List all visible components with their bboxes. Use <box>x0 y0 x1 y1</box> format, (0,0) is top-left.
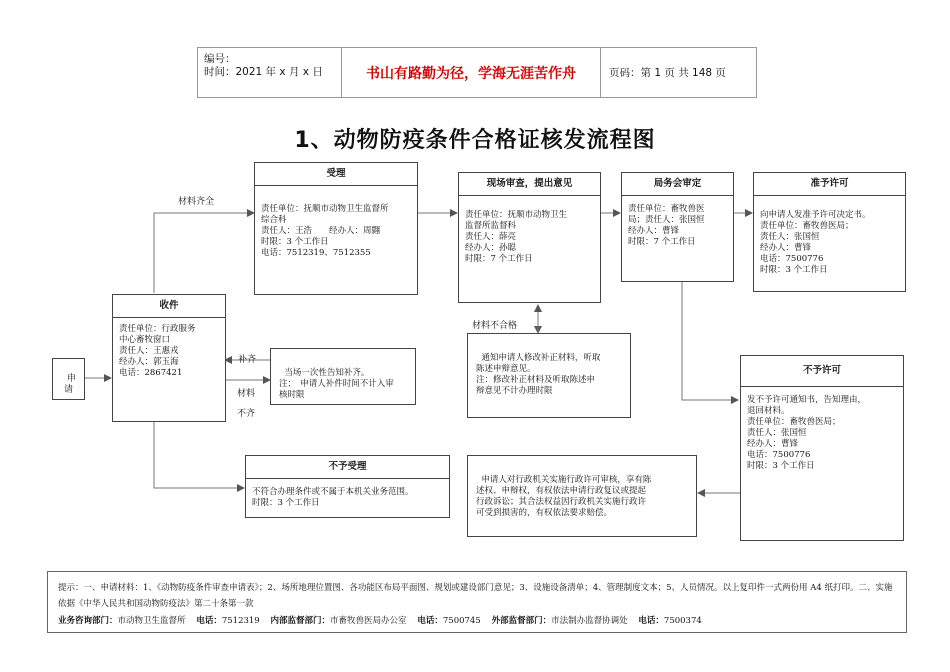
consult-phone: 7512319 <box>221 616 260 626</box>
edge-bureau-deny <box>682 282 738 400</box>
node-bureau-title: 局务会审定 <box>622 173 733 196</box>
phone-label-1: 电话： <box>196 616 222 626</box>
label-materials-complete: 材料齐全 <box>178 197 215 207</box>
note-rights <box>467 455 697 537</box>
edge-receive-reject <box>154 420 244 488</box>
phone-label-3: 电话： <box>638 616 664 626</box>
node-inspect <box>458 172 601 303</box>
label-not-complete: 不齐 <box>237 409 256 419</box>
page-title: 1、动物防疫条件合格证核发流程图 <box>294 128 656 153</box>
node-grant <box>753 172 906 292</box>
internal-phone: 7500745 <box>442 616 481 626</box>
consult-label: 业务咨询部门： <box>58 616 118 626</box>
number-label: 编号： <box>204 53 236 65</box>
note-rectify-text: 通知申请人修改补正材料，听取 陈述申辩意见。 注：修改补正材料及听取陈述申 辩意见不计办理时限 <box>476 353 601 396</box>
node-bureau-review <box>621 172 734 282</box>
note-rectify <box>467 333 631 418</box>
node-apply <box>52 358 85 400</box>
node-accept-body: 责任单位：抚顺市动物卫生监督所 综合科 责任人：王浩 经办人：周翾 时限：3 个工作日 电话：7512319、7512355 <box>261 204 389 258</box>
footer-contacts <box>58 614 702 626</box>
node-receive-body: 责任单位：行政服务 中心畜牧窗口 责任人：王惠戎 经办人：郭玉海 电话：2867421 <box>119 324 196 378</box>
motto-text: 书山有路勤为径，学海无涯苦作舟 <box>366 66 576 82</box>
node-deny <box>740 355 904 541</box>
node-accept <box>254 162 418 295</box>
external-dept: 市法制办监督协调处 <box>551 616 628 626</box>
node-reject <box>245 455 450 518</box>
internal-label: 内部监督部门： <box>270 616 331 626</box>
external-label: 外部监督部门： <box>491 616 552 626</box>
node-inspect-body: 责任单位：抚顺市动物卫生 监督所监督科 责任人：薛亮 经办人：孙聪 时限：7 个工作日 <box>465 210 568 264</box>
node-deny-title: 不予许可 <box>741 356 903 387</box>
node-grant-body: 向申请人发准予许可决定书。 责任单位：畜牧兽医局； 责任人：张国恒 经办人：曹锋 电话：7500776 时限：3 个工作日 <box>760 210 871 275</box>
node-inspect-title: 现场审查，提出意见 <box>459 173 600 196</box>
label-materials: 材料 <box>237 389 256 399</box>
phone-label-2: 电话： <box>417 616 443 626</box>
note-supplement-text: 当场一次性告知补齐。 注： 申请人补件时间不计入审 核时限 <box>279 368 394 400</box>
consult-dept: 市动物卫生监督所 <box>117 616 186 626</box>
label-unqualified: 材料不合格 <box>472 321 518 331</box>
footer-hint: 提示：一、申请材料：1、《动物防疫条件审查申请表》；2、场所地理位置图、各功能区布局平面图、规划或建设部门意见；3、设施设备清单；4、管理制度文本；5、人员情况。以上复印件一式两份用 A4 纸打印。二、实施依据《中华人民共和国动物防疫法》第二十条第一款 <box>58 583 893 609</box>
node-reject-title: 不予受理 <box>246 456 449 479</box>
node-apply-text: 申 请 <box>63 374 76 395</box>
node-deny-body: 发不予许可通知书，告知理由， 退回材料。 责任单位：畜牧兽医局； 责任人：张国恒 经办人：曹锋 电话：7500776 时限：3 个工作日 <box>747 395 867 471</box>
node-accept-title: 受理 <box>255 163 417 186</box>
page-info: 页码：第 1 页 共 148 页 <box>609 67 726 79</box>
note-rights-text: 申请人对行政机关实施行政许可审核，享有陈 述权、申辩权，有权依法申请行政复议或提起 行政诉讼；其合法权益因行政机关实施行政许 可受到损害的，有权依法要求赔偿。 <box>476 475 652 518</box>
external-phone: 7500374 <box>663 616 702 626</box>
time-label: 时间：2021 年 x 月 x 日 <box>204 66 323 78</box>
node-receive-title: 收件 <box>113 295 225 318</box>
edge-receive-accept <box>154 213 254 293</box>
label-supplement: 补齐 <box>238 355 257 365</box>
node-reject-body: 不符合办理条件或不属于本机关业务范围。 时限：3 个工作日 <box>252 487 414 508</box>
internal-dept: 市畜牧兽医局办公室 <box>330 616 407 626</box>
node-bureau-body: 责任单位：畜牧兽医 局；责任人：张国恒 经办人：曹锋 时限：7 个工作日 <box>628 204 705 247</box>
note-supplement <box>270 348 416 405</box>
footer-panel <box>47 571 907 633</box>
node-grant-title: 准予许可 <box>754 173 905 196</box>
node-receive <box>112 294 226 422</box>
